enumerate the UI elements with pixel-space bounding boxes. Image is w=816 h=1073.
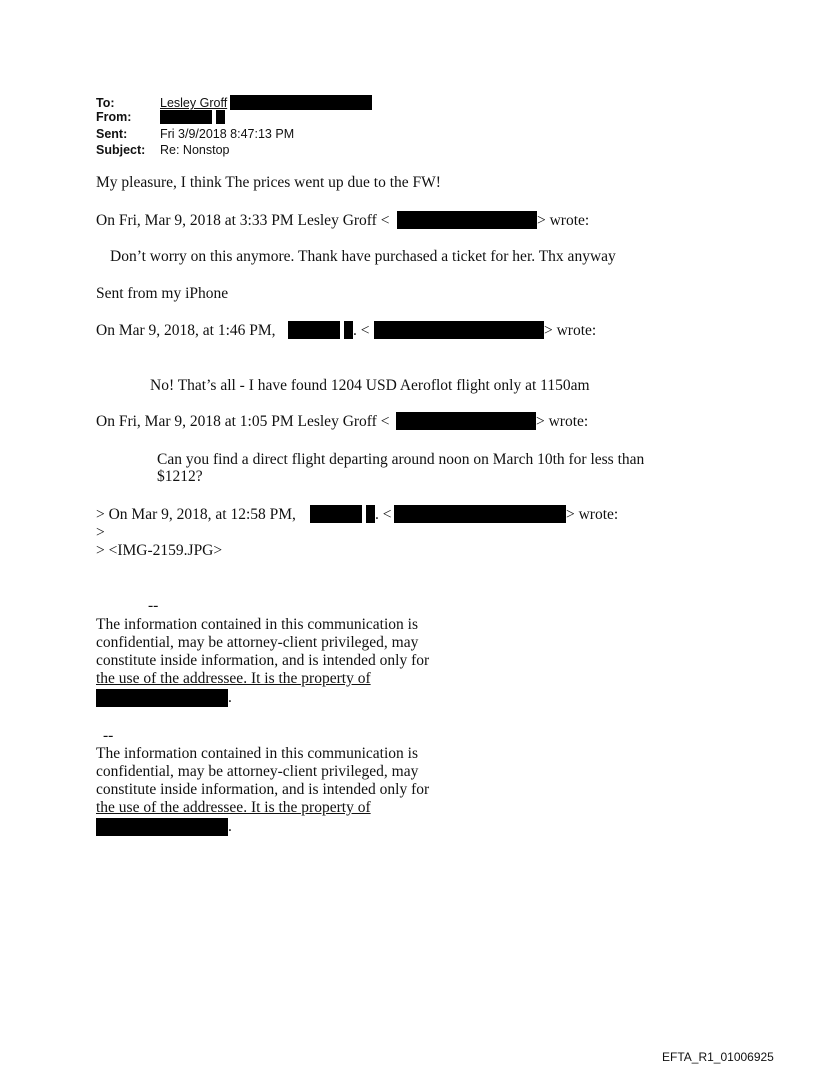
signature: Sent from my iPhone xyxy=(96,285,229,302)
disclaimer-line: confidential, may be attorney-client privileged, may xyxy=(96,634,419,651)
disclaimer-line: the use of the addressee. It is the property of xyxy=(96,799,371,816)
redaction-to-email xyxy=(230,95,372,110)
quote3-intro-end: > wrote: xyxy=(536,413,589,430)
disclaimer-line: confidential, may be attorney-client privileged, may xyxy=(96,763,419,780)
reply-text: My pleasure, I think The prices went up due to the FW! xyxy=(96,174,441,191)
redaction-quote4-email xyxy=(394,505,566,523)
subject-value: Re: Nonstop xyxy=(160,143,230,157)
quote2-intro-mid: . < xyxy=(353,322,370,339)
redaction-disclaimer2-company xyxy=(96,818,228,836)
document-id: EFTA_R1_01006925 xyxy=(662,1050,774,1064)
disclaimer-line: The information contained in this communication is xyxy=(96,745,418,762)
disclaimer-line: The information contained in this communication is xyxy=(96,616,418,633)
quote3-intro-start: On Fri, Mar 9, 2018 at 1:05 PM Lesley Groff < xyxy=(96,413,390,430)
redaction-disclaimer1-company xyxy=(96,689,228,707)
from-label: From: xyxy=(96,110,132,124)
quote1-intro-end: > wrote: xyxy=(537,212,590,229)
quote4-intro-mid: . < xyxy=(375,506,392,523)
quote4-intro-start: > On Mar 9, 2018, at 12:58 PM, xyxy=(96,506,296,523)
quote2-intro-end: > wrote: xyxy=(544,322,597,339)
quote2-text: No! That’s all - I have found 1204 USD Aeroflot flight only at 1150am xyxy=(150,377,590,394)
disclaimer-line: constitute inside information, and is intended only for xyxy=(96,652,430,669)
quote3-text-line2: $1212? xyxy=(157,468,203,485)
sent-value: Fri 3/9/2018 8:47:13 PM xyxy=(160,127,295,141)
quote3-text-line1: Can you find a direct flight departing around noon on March 10th for less than xyxy=(157,451,645,468)
disclaimer-period: . xyxy=(228,689,232,706)
sent-label: Sent: xyxy=(96,127,128,141)
disclaimer-separator: -- xyxy=(148,597,159,614)
disclaimer-line: constitute inside information, and is intended only for xyxy=(96,781,430,798)
to-label: To: xyxy=(96,96,115,110)
redaction-quote2-initial xyxy=(344,321,353,339)
redaction-quote4-initial xyxy=(366,505,375,523)
quote4-intro-end: > wrote: xyxy=(566,506,619,523)
redaction-quote3-email xyxy=(396,412,536,430)
disclaimer-period: . xyxy=(228,818,232,835)
quote1-intro-start: On Fri, Mar 9, 2018 at 3:33 PM Lesley Groff < xyxy=(96,212,390,229)
to-value: Lesley Groff xyxy=(160,96,228,110)
redaction-quote1-email xyxy=(397,211,537,229)
subject-label: Subject: xyxy=(96,143,146,157)
disclaimer-line: the use of the addressee. It is the property of xyxy=(96,670,371,687)
redaction-quote2-email xyxy=(374,321,544,339)
quote1-text: Don’t worry on this anymore. Thank have purchased a ticket for her. Thx anyway xyxy=(110,248,616,265)
redaction-quote4-name xyxy=(310,505,362,523)
redaction-from-name xyxy=(160,110,212,124)
redaction-quote2-name xyxy=(288,321,340,339)
redaction-from-initial xyxy=(216,110,225,124)
quote4-line2: > xyxy=(96,524,105,541)
quote2-intro-start: On Mar 9, 2018, at 1:46 PM, xyxy=(96,322,276,339)
disclaimer-separator: -- xyxy=(103,727,114,744)
quote4-line3: > <IMG-2159.JPG> xyxy=(96,542,223,559)
